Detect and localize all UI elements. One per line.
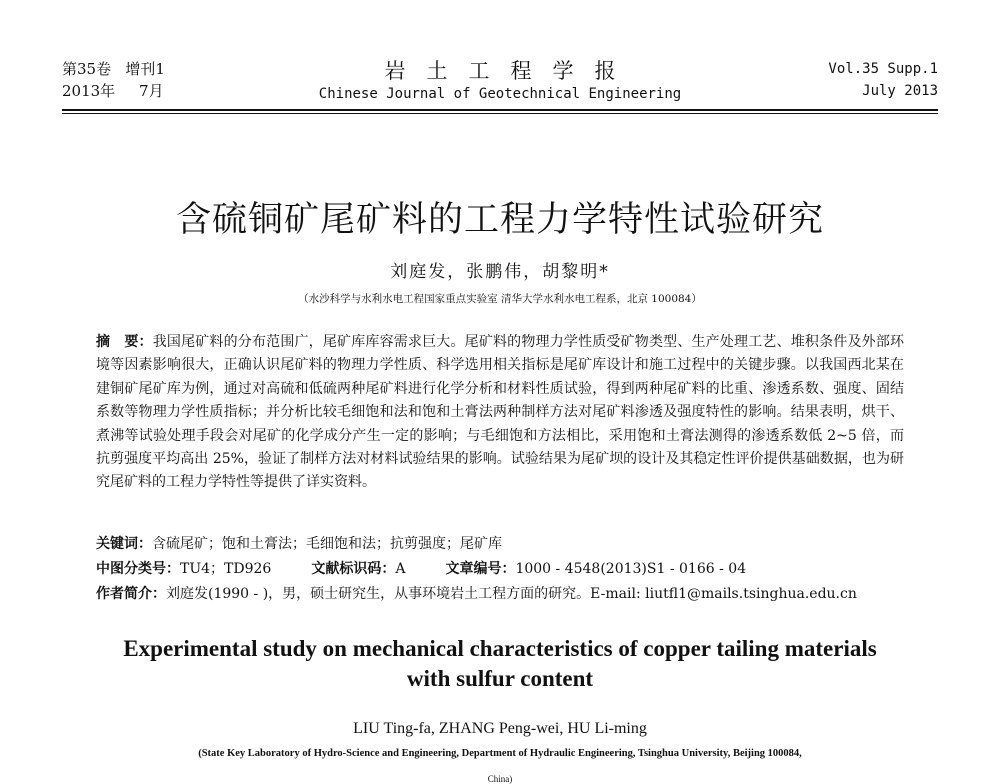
- date-en: July 2013: [862, 83, 938, 99]
- header-journal-name: [62, 58, 938, 104]
- issue-cn: 增刊1: [125, 60, 165, 78]
- keywords-value: 含硫尾矿；饱和土膏法；毛细饱和法；抗剪强度；尾矿库: [152, 536, 502, 552]
- abstract-label: 摘 要：: [96, 334, 153, 350]
- author-bio-label: 作者简介：: [96, 586, 166, 602]
- header-volume-en: [828, 58, 938, 102]
- journal-name-en: Chinese Journal of Geotechnical Engineering: [318, 86, 682, 102]
- author-bio-value: 刘庭发(1990 - )，男，硕士研究生，从事环境岩土工程方面的研究。E-mail: liutfl1@mails.tsinghua.edu.cn: [166, 586, 857, 602]
- affiliation-en-tail: China): [487, 774, 513, 784]
- authors-cn: 刘庭发，张鹏伟，胡黎明*: [390, 262, 610, 282]
- author-bio-line: [96, 583, 904, 605]
- header-rule-thick: [62, 109, 938, 111]
- article-no-value: 1000 - 4548(2013)S1 - 0166 - 04: [515, 561, 747, 577]
- keywords-line: [96, 533, 904, 555]
- keywords-label: 关键词：: [96, 536, 152, 552]
- title-en-line2: with sulfur content: [406, 666, 594, 691]
- year-cn: 2013年: [62, 82, 116, 100]
- clc-value: TU4；TD926: [180, 561, 272, 577]
- paper-title-en: [0, 634, 1000, 694]
- journal-name-cn: 岩土工程学报: [384, 59, 637, 83]
- clc-label: 中图分类号：: [96, 561, 180, 577]
- doc-code-label: 文献标识码：: [311, 561, 396, 577]
- doc-code-value: A: [395, 561, 406, 577]
- abstract-cn: [96, 331, 904, 495]
- affiliation-cn: （水沙科学与水利水电工程国家重点实验室 清华大学水利水电工程系，北京 100084）: [298, 293, 702, 305]
- abstract-text: 我国尾矿料的分布范围广，尾矿库库容需求巨大。尾矿料的物理力学性质受矿物类型、生产处理工艺、堆积条件及外部环境等因素影响很大，正确认识尾矿料的物理力学性质、科学选用相关指标是尾矿库设计和施工过程中的关键步骤。以我国西北某在建铜矿尾矿库为例，通过对高硫和低硫两种尾矿料进行化学分析和材料性质试验，得到两种尾矿料的比重、渗透系数、强度、固结系数等物理力学性质指标；并分析比较毛细饱和法和饱和土膏法两种制样方法对尾矿料渗透及强度特性的影响。结果表明，烘干、煮沸等试验处理手段会对尾矿的化学成分产生一定的影响；与毛细饱和方法相比，采用饱和土膏法测得的渗透系数低 2~5 倍，而抗剪强度平均高出 25%，验证了制样方法对材料试验结果的影响。试验结果为尾矿坝的设计及其稳定性评价提供基础数据，也为研究尾矿料的工程力学特性等提供了详实资料。: [96, 334, 905, 491]
- volume-cn: 第35卷: [62, 60, 112, 78]
- title-en-line1: Experimental study on mechanical characteristics of copper tailing materials: [123, 636, 877, 661]
- header-rule-thin: [62, 113, 938, 114]
- month-cn: 7月: [139, 82, 164, 100]
- affiliation-en: (State Key Laboratory of Hydro-Science and Engineering, Department of Hydraulic Engineering, Tsinghua University, Beijing 100084,: [198, 748, 802, 759]
- authors-en: LIU Ting-fa, ZHANG Peng-wei, HU Li-ming: [353, 720, 647, 737]
- article-no-label: 文章编号：: [445, 561, 516, 577]
- paper-title-cn: 含硫铜矿尾矿料的工程力学特性试验研究: [175, 200, 824, 240]
- volume-en: Vol.35 Supp.1: [828, 61, 938, 77]
- journal-header: [62, 58, 938, 104]
- classification-line: [96, 558, 904, 580]
